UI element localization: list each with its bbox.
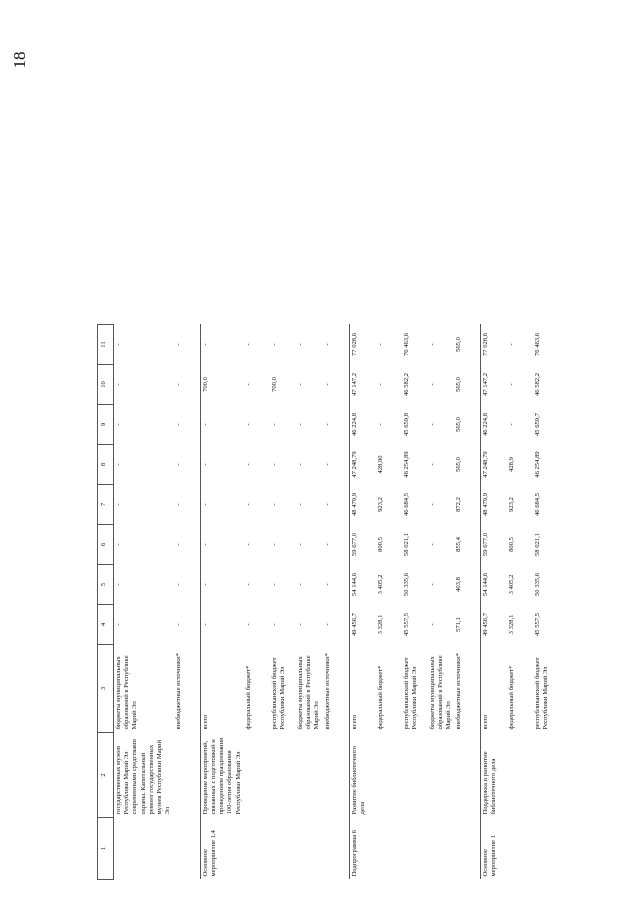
row-activity-name [376, 733, 402, 818]
row-section-label [244, 818, 270, 880]
row-value-cell: 46 684,5 [402, 492, 410, 517]
row-value-cell: - [508, 423, 516, 426]
row-activity-name [270, 733, 296, 818]
row-value-cell: - [174, 423, 182, 426]
row-activity-name: Развитие библиотечного дела [349, 733, 376, 818]
row-value-cell: - [376, 423, 384, 426]
row-value-cell: 47 248,79 [481, 445, 508, 485]
column-header: 8 [98, 445, 114, 485]
row-value-cell: - [323, 343, 331, 346]
row-value-cell: - [174, 543, 182, 546]
row-value-cell: 428,90 [376, 455, 384, 474]
row-value-cell: 46 224,8 [481, 405, 508, 445]
row-value-cell: - [323, 583, 331, 586]
row-value-cell: 46 582,2 [402, 372, 410, 397]
row-value-cell: 49 456,7 [481, 605, 508, 645]
column-header: 3 [98, 645, 114, 733]
row-value-cell: - [323, 503, 331, 506]
row-funding-source: бюджеты муниципальных образований в Республике Марий Эл [115, 655, 139, 730]
row-value-cell: - [428, 503, 436, 506]
row-activity-name [507, 733, 533, 818]
row-value-cell: - [323, 383, 331, 386]
table-row [174, 325, 201, 880]
row-activity-name [402, 733, 428, 818]
row-value-cell: - [270, 583, 278, 586]
row-value-cell: - [115, 383, 122, 386]
row-value-cell: - [270, 543, 278, 546]
row-value-cell: - [508, 343, 516, 346]
row-value-cell: - [296, 583, 304, 586]
row-value-cell: - [200, 325, 244, 365]
row-value-cell: 58 021,1 [402, 532, 410, 557]
row-section-label [507, 818, 533, 880]
row-value-cell: 700,0 [270, 377, 278, 392]
row-value-cell: 923,2 [376, 497, 384, 512]
row-section-label: Подпрограмма 6 [349, 818, 376, 880]
row-value-cell: - [296, 543, 304, 546]
row-funding-source: бюджеты муниципальных образований в Республике Марий Эл [296, 655, 321, 730]
row-value-cell: 565,0 [455, 377, 463, 392]
row-funding-source: внебюджетные источники* [455, 653, 463, 730]
table-row [270, 325, 296, 880]
table-row [114, 325, 174, 880]
row-value-cell: - [244, 343, 252, 346]
row-funding-source: республиканский бюджет Республики Марий Эл [270, 657, 287, 730]
row-activity-name [174, 733, 201, 818]
row-value-cell: 3 328,1 [376, 614, 384, 635]
row-value-cell: 3 405,2 [376, 574, 384, 595]
row-value-cell: 46 254,89 [534, 451, 542, 478]
row-value-cell: - [428, 383, 436, 386]
column-header: 10 [98, 365, 114, 405]
table-body [114, 325, 560, 880]
column-header: 7 [98, 485, 114, 525]
row-value-cell: 700,0 [200, 365, 244, 405]
row-value-cell: 428,9 [508, 457, 516, 472]
table-row [402, 325, 428, 880]
row-value-cell: - [244, 423, 252, 426]
row-value-cell: 76 463,6 [402, 332, 410, 357]
row-value-cell: 50 335,6 [402, 572, 410, 597]
row-value-cell: 59 677,0 [481, 525, 508, 565]
row-value-cell: - [428, 623, 436, 626]
row-value-cell: 46 582,2 [534, 372, 542, 397]
row-funding-source: федеральный бюджет* [376, 665, 384, 730]
row-value-cell: - [200, 605, 244, 645]
row-value-cell: - [270, 623, 278, 626]
table-row [376, 325, 402, 880]
row-value-cell: - [115, 343, 122, 346]
row-value-cell: 49 456,7 [349, 605, 376, 645]
row-value-cell: 47 147,2 [481, 365, 508, 405]
column-header: 9 [98, 405, 114, 445]
row-section-label [296, 818, 323, 880]
row-value-cell: 565,0 [455, 337, 463, 352]
row-value-cell: 47 147,2 [349, 365, 376, 405]
row-value-cell: - [270, 423, 278, 426]
column-header: 6 [98, 525, 114, 565]
row-value-cell: - [200, 445, 244, 485]
row-section-label [533, 818, 559, 880]
row-value-cell: 800,5 [508, 537, 516, 552]
row-value-cell: 47 248,79 [349, 445, 376, 485]
row-value-cell: 76 463,6 [534, 332, 542, 357]
table-row [428, 325, 455, 880]
row-activity-name [454, 733, 481, 818]
row-funding-source: республиканский бюджет Республики Марий Эл [534, 657, 550, 730]
header-row [98, 325, 114, 880]
row-activity-name: Поддержка и развитие библиотечного дела [481, 733, 508, 818]
row-value-cell: 58 021,1 [534, 532, 542, 557]
row-value-cell: - [323, 463, 331, 466]
column-header: 2 [98, 733, 114, 818]
table-row [323, 325, 350, 880]
row-section-label [454, 818, 481, 880]
row-value-cell: 923,2 [508, 497, 516, 512]
row-value-cell: 45 557,5 [402, 612, 410, 637]
row-value-cell: 48 479,9 [481, 485, 508, 525]
row-value-cell: - [200, 485, 244, 525]
column-header: 4 [98, 605, 114, 645]
row-value-cell: - [244, 543, 252, 546]
row-section-label [323, 818, 350, 880]
row-activity-name [428, 733, 455, 818]
row-value-cell: 872,2 [455, 497, 463, 512]
row-activity-name: Проведение мероприятий, связанных с подготовкой и проведением празднования 100-летия образования Республики Марий Эл [200, 733, 244, 818]
row-value-cell: - [296, 463, 304, 466]
row-section-label [270, 818, 296, 880]
row-value-cell: - [174, 383, 182, 386]
row-value-cell: - [296, 623, 304, 626]
row-value-cell: 855,4 [455, 537, 463, 552]
row-value-cell: - [270, 343, 278, 346]
row-funding-source: всего [349, 645, 376, 733]
row-value-cell: 3 405,2 [508, 574, 516, 595]
row-funding-source: внебюджетные источники* [323, 653, 331, 730]
row-value-cell: - [174, 503, 182, 506]
row-section-label [428, 818, 455, 880]
row-activity-name [296, 733, 323, 818]
row-value-cell: - [428, 583, 436, 586]
row-funding-source: внебюджетные источники* [174, 653, 182, 730]
row-value-cell: - [115, 503, 122, 506]
row-value-cell: 50 335,6 [534, 572, 542, 597]
row-value-cell: 48 479,9 [349, 485, 376, 525]
row-value-cell: - [323, 623, 331, 626]
row-value-cell: - [200, 525, 244, 565]
row-value-cell: 565,0 [455, 457, 463, 472]
row-section-label [174, 818, 201, 880]
row-value-cell: 46 224,8 [349, 405, 376, 445]
row-section-label [402, 818, 428, 880]
row-value-cell: - [323, 423, 331, 426]
row-value-cell: - [296, 503, 304, 506]
row-value-cell: 571,1 [455, 617, 463, 632]
row-funding-source: федеральный бюджет* [508, 665, 516, 730]
row-value-cell: 59 677,0 [349, 525, 376, 565]
row-value-cell: 45 659,8 [402, 412, 410, 437]
row-value-cell: - [244, 463, 252, 466]
row-value-cell: - [200, 405, 244, 445]
row-funding-source: республиканский бюджет Республики Марий Эл [402, 657, 418, 730]
row-value-cell: 46 684,5 [534, 492, 542, 517]
row-value-cell: - [244, 383, 252, 386]
row-value-cell: - [244, 503, 252, 506]
row-value-cell: - [244, 623, 252, 626]
row-value-cell: - [200, 565, 244, 605]
row-activity-name [533, 733, 559, 818]
row-value-cell: - [376, 343, 384, 346]
column-header: 5 [98, 565, 114, 605]
row-value-cell: 46 254,89 [402, 451, 410, 478]
row-value-cell: - [115, 623, 122, 626]
row-value-cell: - [428, 543, 436, 546]
row-activity-name: государственных музеев Республики Марий Эл современными средствами охраны. Капитальный ремонт государственных музеев Республики Марий Эл [115, 739, 172, 815]
row-value-cell: - [174, 343, 182, 346]
row-value-cell: - [296, 343, 304, 346]
row-value-cell: - [244, 583, 252, 586]
table-row [349, 325, 376, 880]
table-row [507, 325, 533, 880]
row-funding-source: всего [200, 645, 244, 733]
table-row [533, 325, 559, 880]
page-number: 18 [10, 51, 29, 69]
row-value-cell: - [270, 463, 278, 466]
table-row [296, 325, 323, 880]
table-row [454, 325, 481, 880]
row-value-cell: 54 144,6 [349, 565, 376, 605]
row-funding-source: бюджеты муниципальных образований в Республике Марий Эл [428, 655, 452, 730]
row-section-label [114, 818, 174, 880]
row-value-cell: 403,8 [455, 577, 463, 592]
row-value-cell: 54 144,6 [481, 565, 508, 605]
table-row [200, 325, 244, 880]
row-value-cell: - [428, 463, 436, 466]
row-value-cell: - [174, 463, 182, 466]
row-activity-name [244, 733, 270, 818]
row-value-cell: 77 028,6 [481, 325, 508, 365]
row-value-cell: - [296, 383, 304, 386]
row-value-cell: - [270, 503, 278, 506]
row-value-cell: 800,5 [376, 537, 384, 552]
row-value-cell: - [508, 383, 516, 386]
row-value-cell: 565,0 [455, 417, 463, 432]
row-value-cell: - [323, 543, 331, 546]
row-value-cell: - [376, 383, 384, 386]
row-section-label: Основное мероприятие 1 [481, 818, 508, 880]
row-value-cell: - [115, 423, 122, 426]
row-value-cell: - [428, 343, 436, 346]
row-value-cell: 45 557,5 [534, 612, 542, 637]
row-value-cell: - [428, 423, 436, 426]
row-activity-name [323, 733, 350, 818]
row-value-cell: - [296, 423, 304, 426]
row-section-label [376, 818, 402, 880]
row-value-cell: 3 328,1 [508, 614, 516, 635]
table-row [244, 325, 270, 880]
row-value-cell: 45 659,7 [534, 412, 542, 437]
column-header: 11 [98, 325, 114, 365]
row-value-cell: - [115, 543, 122, 546]
table-row [481, 325, 508, 880]
row-section-label: Основное мероприятие 1.4 [200, 818, 244, 880]
row-value-cell: - [115, 583, 122, 586]
budget-table [97, 324, 559, 880]
row-value-cell: 77 028,6 [349, 325, 376, 365]
row-funding-source: всего [481, 645, 508, 733]
row-value-cell: - [115, 463, 122, 466]
row-value-cell: - [174, 583, 182, 586]
row-value-cell: - [174, 623, 182, 626]
row-funding-source: федеральный бюджет* [244, 665, 252, 730]
column-header: 1 [98, 818, 114, 880]
